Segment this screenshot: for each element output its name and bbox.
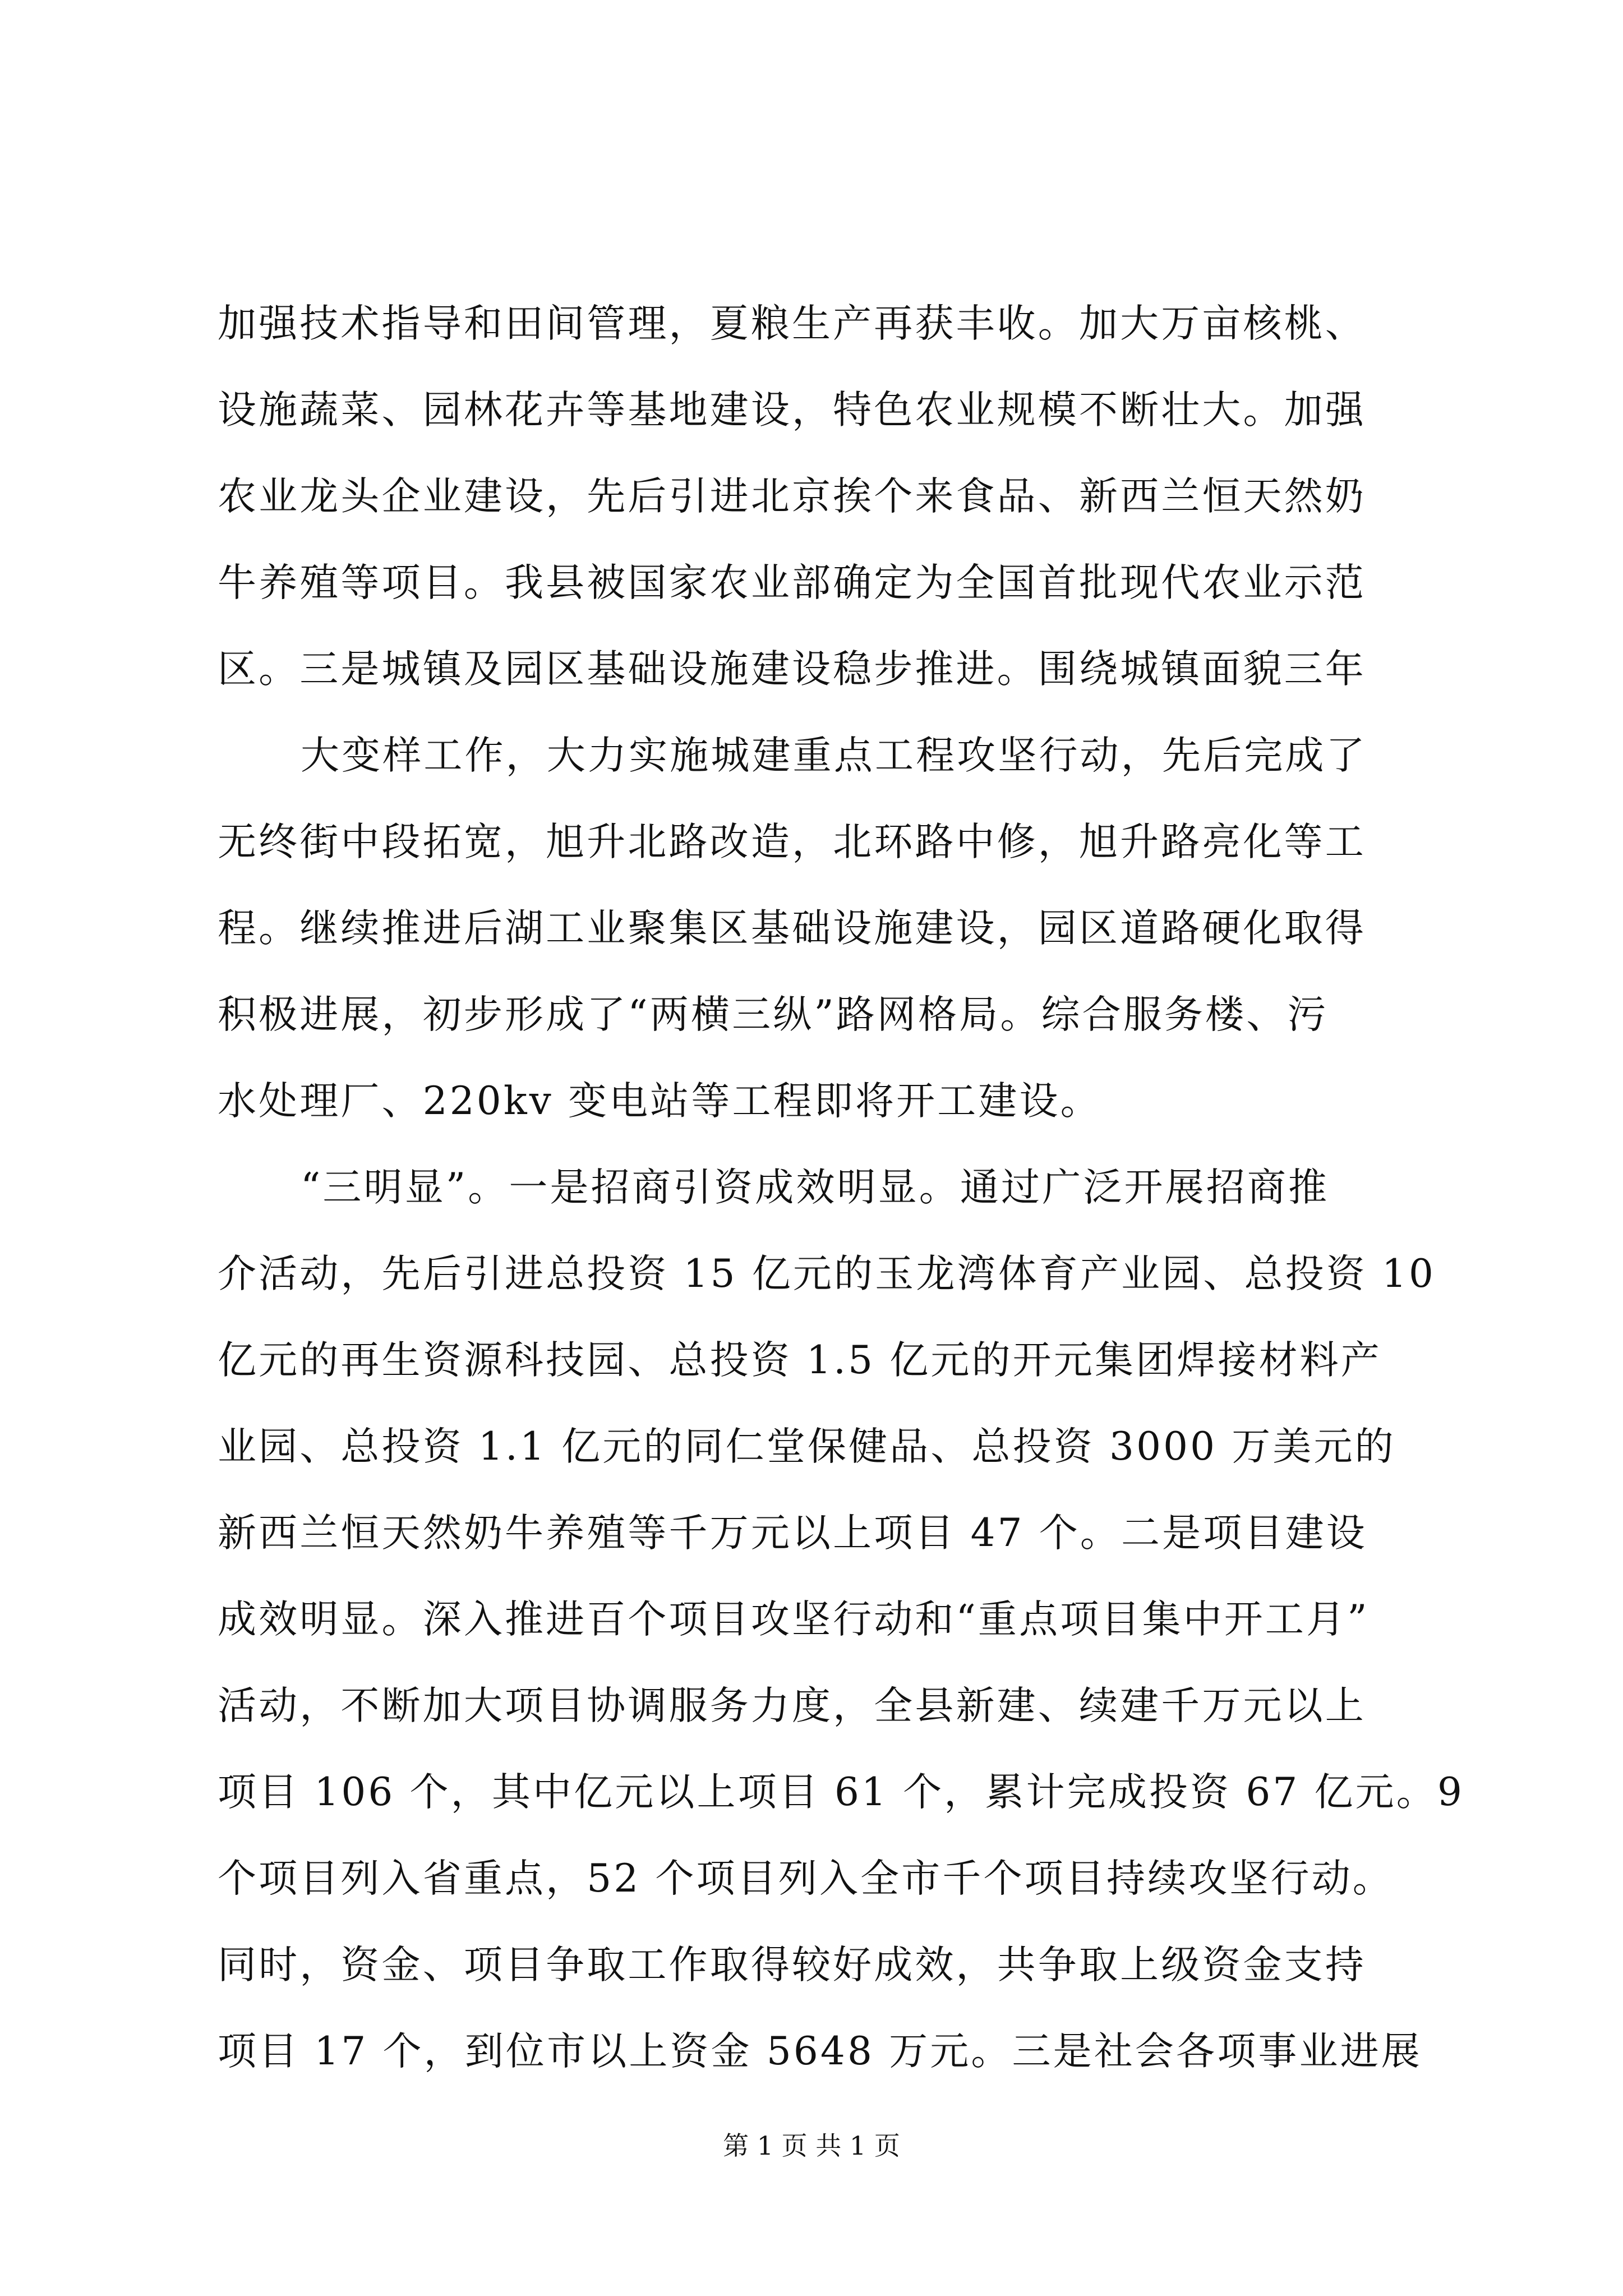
page-number-label: 第 1 页 共 1 页 (723, 2131, 900, 2161)
text-line-12: 介活动，先后引进总投资 15 亿元的玉龙湾体育产业园、总投资 10 (218, 1251, 1436, 1296)
text-line-10: 水处理厂、220kv 变电站等工程即将开工建设。 (218, 1079, 1101, 1124)
text-line-17: 活动，不断加大项目协调服务力度，全县新建、续建千万元以上 (218, 1683, 1366, 1728)
text-line-6: 大变样工作，大力实施城建重点工程攻坚行动，先后完成了 (301, 733, 1367, 778)
text-line-19: 个项目列入省重点，52 个项目列入全市千个项目持续攻坚行动。 (218, 1856, 1394, 1901)
text-line-21: 项目 17 个，到位市以上资金 5648 万元。三是社会各项事业进展 (218, 2029, 1422, 2074)
text-line-4: 牛养殖等项目。我县被国家农业部确定为全国首批现代农业示范 (218, 560, 1366, 605)
text-line-16: 成效明显。深入推进百个项目攻坚行动和“重点项目集中开工月” (218, 1597, 1370, 1642)
text-line-8: 程。继续推进后湖工业聚集区基础设施建设，园区道路硬化取得 (218, 906, 1366, 951)
text-line-18: 项目 106 个，其中亿元以上项目 61 个，累计完成投资 67 亿元。9 (218, 1770, 1464, 1815)
text-line-3: 农业龙头企业建设，先后引进北京挨个来食品、新西兰恒天然奶 (218, 474, 1366, 519)
text-line-7: 无终街中段拓宽，旭升北路改造，北环路中修，旭升路亮化等工 (218, 820, 1366, 864)
document-body (218, 280, 1464, 2095)
text-line-14: 业园、总投资 1.1 亿元的同仁堂保健品、总投资 3000 万美元的 (218, 1424, 1396, 1469)
text-line-5: 区。三是城镇及园区基础设施建设稳步推进。围绕城镇面貌三年 (218, 647, 1366, 692)
text-line-15: 新西兰恒天然奶牛养殖等千万元以上项目 47 个。二是项目建设 (218, 1511, 1367, 1556)
page-footer (0, 2129, 1623, 2162)
text-line-1: 加强技术指导和田间管理，夏粮生产再获丰收。加大万亩核桃、 (218, 301, 1366, 346)
text-line-11: “三明显”。一是招商引资成效明显。通过广泛开展招商推 (301, 1165, 1330, 1210)
text-line-20: 同时，资金、项目争取工作取得较好成效，共争取上级资金支持 (218, 1943, 1366, 1987)
text-line-13: 亿元的再生资源科技园、总投资 1.5 亿元的开元集团焊接材料产 (218, 1338, 1382, 1383)
text-line-2: 设施蔬菜、园林花卉等基地建设，特色农业规模不断壮大。加强 (218, 388, 1366, 432)
text-line-9: 积极进展，初步形成了“两横三纵”路网格局。综合服务楼、污 (218, 992, 1329, 1037)
